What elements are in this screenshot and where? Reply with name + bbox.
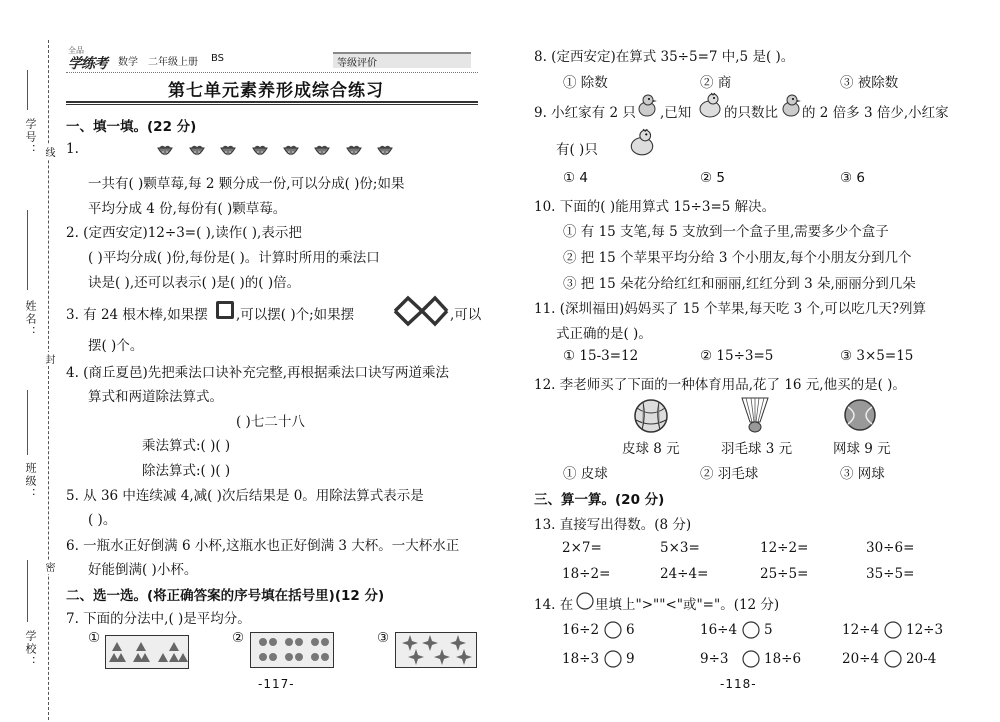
- q11-line-1: 11. (深圳福田)妈妈买了 15 个苹果,每天吃 3 个,可以吃几天?列算: [534, 301, 927, 317]
- hen-icon: [697, 92, 723, 120]
- q3-text-c: ,可以: [450, 307, 482, 323]
- q13-r1-c3: 12÷2=: [760, 540, 809, 556]
- q4-division: 除法算式:( )( ): [142, 463, 231, 479]
- class-blank: [27, 390, 28, 455]
- q12-option-3: ③ 网球: [840, 466, 885, 482]
- q4-multiplication: 乘法算式:( )( ): [142, 438, 231, 454]
- q3-text-a: 3. 有 24 根木棒,如果摆: [66, 307, 208, 323]
- q11-option-3: ③ 3×5=15: [840, 348, 914, 364]
- binding-dashed-line: [48, 40, 49, 720]
- q13-text: 13. 直接写出得数。(8 分): [534, 517, 692, 533]
- comparison-blank-circle[interactable]: [604, 650, 622, 668]
- q13-r1-c2: 5×3=: [660, 540, 700, 556]
- q11-line-2: 式正确的是( )。: [556, 326, 652, 342]
- square-stick-icon: [216, 301, 234, 319]
- strawberry-icon: [156, 142, 174, 160]
- q13-r1-c4: 30÷6=: [866, 540, 915, 556]
- hen-icon: [628, 128, 656, 158]
- q14-right-expression: 5: [764, 622, 773, 638]
- q2-line-2: ( )平均分成( )份,每份是( )。计算时所用的乘法口: [88, 250, 380, 266]
- grade-label: 二年级上册: [148, 57, 198, 68]
- strawberry-icon: [251, 142, 269, 160]
- q5-line-2: ( )。: [88, 512, 117, 528]
- strawberry-icon: [345, 142, 363, 160]
- q11-option-2: ② 15÷3=5: [700, 348, 774, 364]
- q9-text-a: 9. 小红家有 2 只: [534, 105, 636, 121]
- q12-text: 12. 李老师买了下面的一种体育用品,花了 16 元,他买的是( )。: [534, 377, 906, 393]
- name-label: 姓名：: [24, 300, 37, 339]
- q13-r2-c4: 35÷5=: [866, 566, 915, 582]
- section-1-heading: 一、填一填。(22 分): [66, 119, 197, 135]
- q12-item-1: 皮球 8 元: [622, 441, 680, 457]
- q1-number: 1.: [66, 141, 79, 157]
- brand-logo: [68, 46, 112, 72]
- q13-r2-c2: 24÷4=: [660, 566, 709, 582]
- q8-option-1: ① 除数: [563, 75, 608, 91]
- strawberry-icon: [313, 142, 331, 160]
- q7-option-1: ①: [88, 630, 101, 646]
- q13-r2-c3: 25÷5=: [760, 566, 809, 582]
- q8-option-2: ② 商: [700, 75, 732, 91]
- page-number-right: -118-: [720, 677, 757, 691]
- q12-option-1: ① 皮球: [563, 466, 608, 482]
- q7-option-2: ②: [232, 630, 245, 646]
- q9-text-b: ,已知: [660, 105, 692, 121]
- q14-left-expression: 20÷4: [842, 651, 880, 667]
- section-2-heading: 二、选一选。(将正确答案的序号填在括号里)(12 分): [66, 588, 385, 604]
- comparison-blank-circle[interactable]: [742, 621, 760, 639]
- chick-icon: [780, 94, 802, 118]
- title-rule-thick: [66, 101, 478, 103]
- q1-line-1: 一共有( )颗草莓,每 2 颗分成一份,可以分成( )份;如果: [88, 176, 405, 192]
- q4-verse: ( )七二十八: [236, 414, 305, 430]
- q9-text-d: 的 2 倍多 3 倍少,小红家: [802, 105, 949, 121]
- q4-line-1: 4. (商丘夏邑)先把乘法口诀补充完整,再根据乘法口诀写两道乘法: [66, 365, 449, 381]
- strawberry-icon: [282, 142, 300, 160]
- q2-line-3: 诀是( ),还可以表示( )是( )的( )倍。: [88, 275, 301, 291]
- logo-main-text: 学练考: [68, 56, 107, 72]
- q8-text: 8. (定西安定)在算式 35÷5=7 中,5 是( )。: [534, 49, 795, 65]
- comparison-blank-circle[interactable]: [604, 621, 622, 639]
- q9-option-3: ③ 6: [840, 170, 865, 186]
- q10-option-3: ③ 把 15 朵花分给红红和丽丽,红红分到 3 朵,丽丽分到几朵: [563, 276, 916, 292]
- q14-text-a: 14. 在: [534, 597, 574, 613]
- q9-option-1: ① 4: [563, 170, 588, 186]
- triangles-figure: [106, 636, 188, 668]
- q3-line-2: 摆( )个。: [88, 338, 144, 354]
- shuttlecock-icon: [738, 396, 772, 434]
- q14-left-expression: 16÷4: [700, 622, 738, 638]
- title-rule-thin: [66, 104, 478, 105]
- q9-text-e: 有( )只: [556, 142, 598, 158]
- q14-left-expression: 16÷2: [562, 622, 600, 638]
- class-label: 班级：: [24, 462, 37, 501]
- subject-label: 数学: [118, 57, 138, 68]
- double-triangle-stick-icon: [393, 295, 449, 327]
- comparison-blank-circle[interactable]: [884, 621, 902, 639]
- comparison-blank-circle[interactable]: [884, 650, 902, 668]
- student-number-blank: [27, 70, 28, 110]
- q14-right-expression: 20-4: [906, 651, 937, 667]
- page-number-left: -117-: [258, 677, 295, 691]
- cut-mark-seal: 封: [43, 354, 54, 364]
- q5-line-1: 5. 从 36 中连续减 4,减( )次后结果是 0。用除法算式表示是: [66, 488, 424, 504]
- q14-right-expression: 18÷6: [764, 651, 802, 667]
- school-blank: [27, 560, 28, 622]
- header-dotted-rule: [66, 72, 478, 73]
- stars-figure: [396, 633, 476, 667]
- q14-left-expression: 9÷3: [700, 651, 729, 667]
- triangles-option-box: [105, 635, 189, 669]
- q9-text-c: 的只数比: [724, 105, 778, 121]
- q1-line-2: 平均分成 4 份,每份有( )颗草莓。: [88, 201, 287, 217]
- strawberry-icon: [219, 142, 237, 160]
- logo-top-text: 全品: [68, 46, 84, 55]
- cut-mark-secret: 密: [43, 562, 54, 572]
- q10-text: 10. 下面的( )能用算式 15÷3=5 解决。: [534, 199, 776, 215]
- q14-text-b: 里填上">""<"或"="。(12 分): [595, 597, 780, 613]
- q7-option-3: ③: [377, 630, 390, 646]
- name-blank: [27, 210, 28, 290]
- q2-line-1: 2. (定西安定)12÷3=( ),读作( ),表示把: [66, 225, 302, 241]
- q13-r2-c1: 18÷2=: [562, 566, 611, 582]
- q6-line-2: 好能倒满( )小杯。: [88, 562, 198, 578]
- circles-figure: [251, 633, 333, 667]
- circles-option-box: [250, 632, 334, 668]
- blank-circle-icon: [576, 592, 594, 610]
- q12-item-3: 网球 9 元: [833, 441, 891, 457]
- student-number-label: 学号：: [24, 118, 37, 157]
- q3-text-b: ,可以摆( )个;如果摆: [236, 307, 355, 323]
- grade-evaluation-box: [333, 52, 471, 68]
- q6-line-1: 6. 一瓶水正好倒满 6 小杯,这瓶水也正好倒满 3 大杯。一大杯水正: [66, 538, 460, 554]
- q14-right-expression: 6: [626, 622, 635, 638]
- q12-option-2: ② 羽毛球: [700, 466, 759, 482]
- grade-evaluation-label: 等级评价: [337, 58, 377, 69]
- strawberry-icon: [188, 142, 206, 160]
- q7-text: 7. 下面的分法中,( )是平均分。: [66, 611, 251, 627]
- strawberry-icon: [376, 142, 394, 160]
- q8-option-3: ③ 被除数: [840, 75, 899, 91]
- leather-ball-icon: [632, 398, 670, 434]
- q14-left-expression: 18÷3: [562, 651, 600, 667]
- edition-label: BS: [211, 53, 225, 64]
- section-3-heading: 三、算一算。(20 分): [534, 492, 665, 508]
- chick-icon: [636, 94, 658, 118]
- q4-line-2: 算式和两道除法算式。: [88, 389, 223, 405]
- cut-mark-line: 线: [43, 147, 54, 157]
- stars-option-box: [395, 632, 477, 668]
- q11-option-1: ① 15-3=12: [563, 348, 639, 364]
- tennis-ball-icon: [843, 398, 877, 432]
- q10-option-1: ① 有 15 支笔,每 5 支放到一个盒子里,需要多少个盒子: [563, 224, 889, 240]
- page-title: 第七单元素养形成综合练习: [168, 81, 384, 101]
- comparison-blank-circle[interactable]: [742, 650, 760, 668]
- q14-right-expression: 12÷3: [906, 622, 944, 638]
- q14-left-expression: 12÷4: [842, 622, 880, 638]
- binding-margin: [0, 0, 52, 722]
- q12-item-2: 羽毛球 3 元: [721, 441, 793, 457]
- q13-r1-c1: 2×7=: [562, 540, 602, 556]
- school-label: 学校：: [24, 630, 37, 669]
- q9-option-2: ② 5: [700, 170, 725, 186]
- q10-option-2: ② 把 15 个苹果平均分给 3 个小朋友,每个小朋友分到几个: [563, 250, 912, 266]
- q14-right-expression: 9: [626, 651, 635, 667]
